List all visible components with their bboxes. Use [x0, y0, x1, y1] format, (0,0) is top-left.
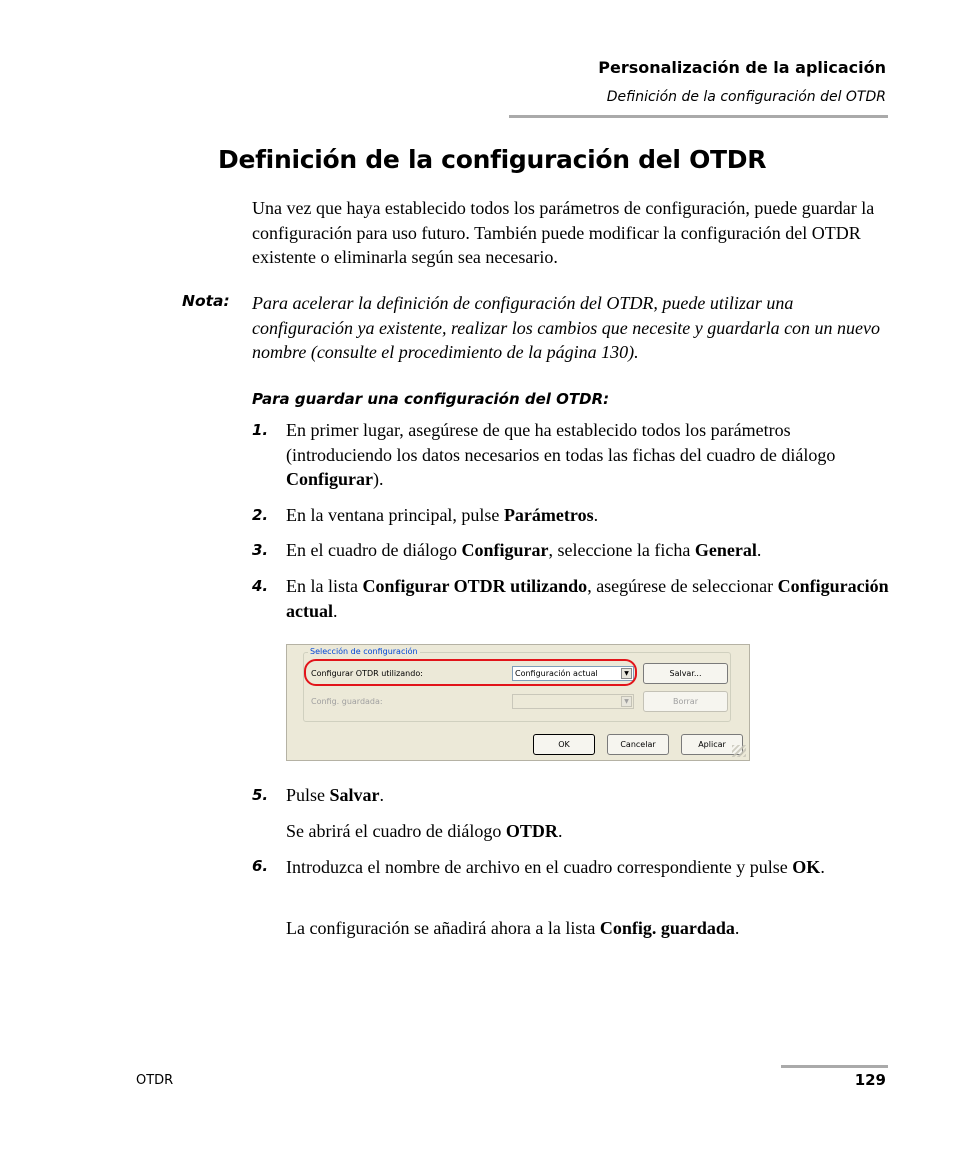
section-title: Definición de la configuración del OTDR — [218, 145, 767, 174]
note-label: Nota: — [182, 292, 230, 310]
step-5-pre: Pulse — [286, 785, 330, 805]
step-6-text — [286, 855, 831, 880]
step-3-bold-1: Configurar — [461, 540, 549, 560]
step-4-bold-2: Configuración actual — [286, 576, 889, 621]
running-header-subtitle: Definición de la configuración del OTDR — [606, 89, 886, 105]
step-5-result-bold: OTDR — [505, 821, 558, 841]
cancel-button[interactable]: Cancelar — [607, 734, 669, 755]
footer-rule — [781, 1065, 888, 1068]
step-6-result-pre: La configuración se añadirá ahora a la lista — [286, 918, 600, 938]
running-header-title: Personalización de la aplicación — [598, 58, 886, 77]
step-1-pre: En primer lugar, asegúrese de que ha establecido todos los parámetros (introduciendo los datos necesarios en todas las fichas del cuadro de diálogo — [286, 420, 836, 465]
ok-button[interactable]: OK — [533, 734, 595, 755]
step-2-post: . — [593, 505, 599, 525]
step-5-post: . — [379, 785, 385, 805]
saved-config-label: Config. guardada: — [311, 697, 383, 706]
save-button[interactable]: Salvar... — [643, 663, 728, 684]
step-2-text — [286, 503, 892, 528]
step-6-result — [286, 916, 892, 941]
step-number-2: 2. — [252, 506, 269, 524]
step-4-bold-1: Configurar OTDR utilizando — [362, 576, 588, 596]
delete-button[interactable]: Borrar — [643, 691, 728, 712]
step-5-bold: Salvar — [329, 785, 380, 805]
step-6-result-bold: Config. guardada — [599, 918, 735, 938]
step-3-mid: , seleccione la ficha — [548, 540, 695, 560]
apply-button[interactable]: Aplicar — [681, 734, 743, 755]
step-3-post: . — [756, 540, 762, 560]
step-5-result — [286, 819, 892, 844]
note-text: Para acelerar la definición de configuración del OTDR, puede utilizar una configuración ya existente, realizar los cambios que necesite y guardarla con un nuevo nombre (consulte el procedimiento de la página 130). — [252, 293, 881, 362]
step-4-text — [286, 574, 892, 623]
group-legend: Selección de configuración — [310, 647, 418, 656]
step-number-6: 6. — [252, 857, 269, 875]
step-3-text — [286, 538, 892, 563]
step-6-result-post: . — [734, 918, 740, 938]
step-5-text — [286, 783, 892, 808]
step-number-3: 3. — [252, 541, 269, 559]
highlight-ellipse — [304, 659, 637, 686]
chevron-down-icon[interactable]: ▼ — [621, 668, 632, 679]
step-number-1: 1. — [252, 421, 269, 439]
page-number: 129 — [854, 1071, 886, 1089]
resize-grip-icon[interactable] — [732, 745, 746, 757]
step-5-result-post: . — [557, 821, 563, 841]
footer-product: OTDR — [136, 1073, 174, 1088]
procedure-title: Para guardar una configuración del OTDR: — [252, 390, 610, 408]
step-1-post: ). — [373, 469, 384, 489]
step-4-pre: En la lista — [286, 576, 363, 596]
step-3-bold-2: General — [694, 540, 757, 560]
configure-dialog-screenshot — [286, 644, 750, 761]
step-1-bold: Configurar — [286, 469, 373, 489]
step-4-mid: , asegúrese de seleccionar — [587, 576, 778, 596]
step-2-pre: En la ventana principal, pulse — [286, 505, 504, 525]
saved-config-select[interactable] — [512, 694, 634, 709]
step-3-pre: En el cuadro de diálogo — [286, 540, 462, 560]
step-number-4: 4. — [252, 577, 269, 595]
step-6-post: . — [820, 857, 825, 877]
intro-paragraph: Una vez que haya establecido todos los parámetros de configuración, puede guardar la configuración para uso futuro. También puede modificar la configuración del OTDR existente o eliminarla según sea necesario. — [252, 198, 875, 267]
step-6-bold: OK — [792, 857, 821, 877]
step-4-post: . — [333, 600, 338, 621]
step-2-bold: Parámetros — [503, 505, 594, 525]
step-5-result-pre: Se abrirá el cuadro de diálogo — [286, 821, 506, 841]
use-config-select-value: Configuración actual — [515, 669, 598, 678]
step-number-5: 5. — [252, 786, 269, 804]
chevron-down-icon[interactable]: ▼ — [621, 696, 632, 707]
use-config-label: Configurar OTDR utilizando: — [311, 669, 423, 678]
header-rule — [509, 115, 888, 118]
step-6-pre: Introduzca el nombre de archivo en el cuadro correspondiente y pulse — [286, 857, 793, 877]
step-1-text — [286, 418, 886, 492]
